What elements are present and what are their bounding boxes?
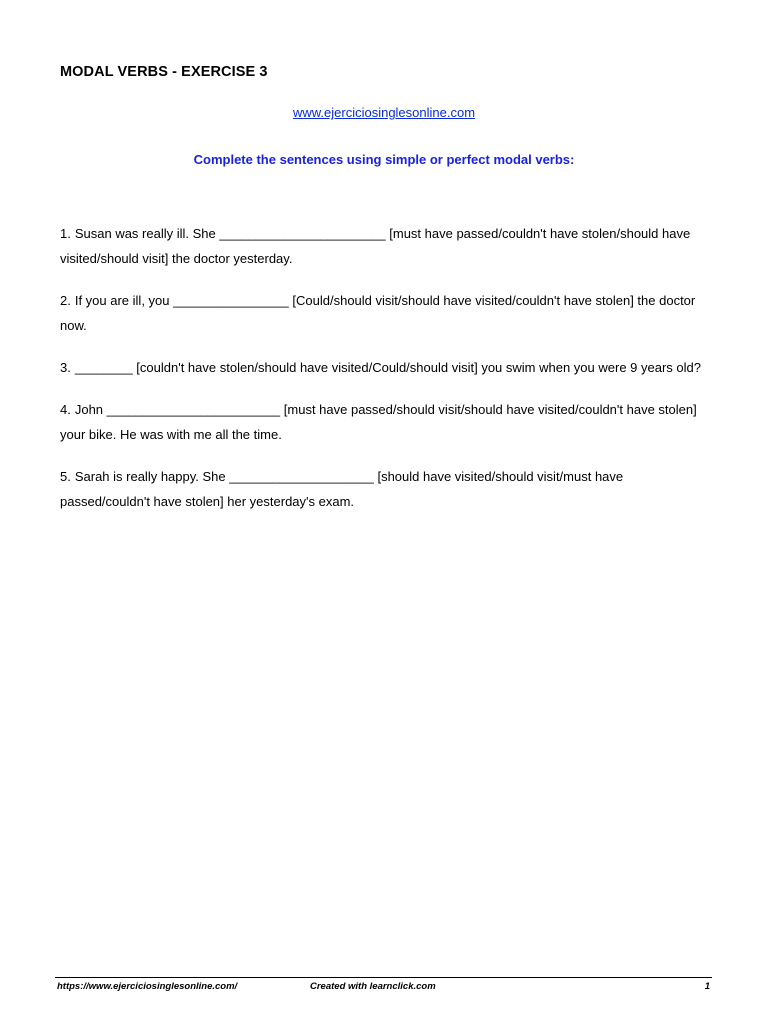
question-item: [60, 288, 710, 338]
question-text: ________ [couldn't have stolen/should have visited/Could/should visit] you swim when you were 9 years old?: [74, 360, 701, 375]
question-number: 3.: [60, 360, 71, 375]
question-text: John ________________________ [must have passed/should visit/should have visited/couldn't have stolen] your bike. He was with me all the time.: [60, 402, 697, 442]
question-item: [60, 397, 710, 447]
footer-divider: [55, 977, 712, 978]
question-item: [60, 464, 710, 514]
question-text: Susan was really ill. She _______________________ [must have passed/couldn't have stolen/should have visited/should visit] the doctor yesterday.: [60, 226, 691, 266]
footer-site-url: https://www.ejerciciosinglesonline.com/: [57, 981, 238, 992]
footer-credit: Created with learnclick.com: [310, 981, 436, 992]
question-number: 5.: [60, 469, 71, 484]
question-list: [60, 221, 710, 531]
question-number: 4.: [60, 402, 71, 417]
page-title: MODAL VERBS - EXERCISE 3: [60, 64, 268, 80]
question-text: If you are ill, you ________________ [Could/should visit/should have visited/couldn't have stolen] the doctor now.: [60, 293, 696, 333]
instructions-text: Complete the sentences using simple or perfect modal verbs:: [193, 152, 575, 167]
question-number: 2.: [60, 293, 71, 308]
question-number: 1.: [60, 226, 71, 241]
question-text: Sarah is really happy. She ____________________ [should have visited/should visit/must have passed/couldn't have stolen] her yesterday's exam.: [60, 469, 624, 509]
site-link[interactable]: www.ejerciciosinglesonline.com: [292, 105, 476, 120]
page-footer: [55, 977, 712, 997]
footer-page-number: 1: [704, 981, 710, 992]
question-item: [60, 221, 710, 271]
question-item: [60, 355, 710, 380]
